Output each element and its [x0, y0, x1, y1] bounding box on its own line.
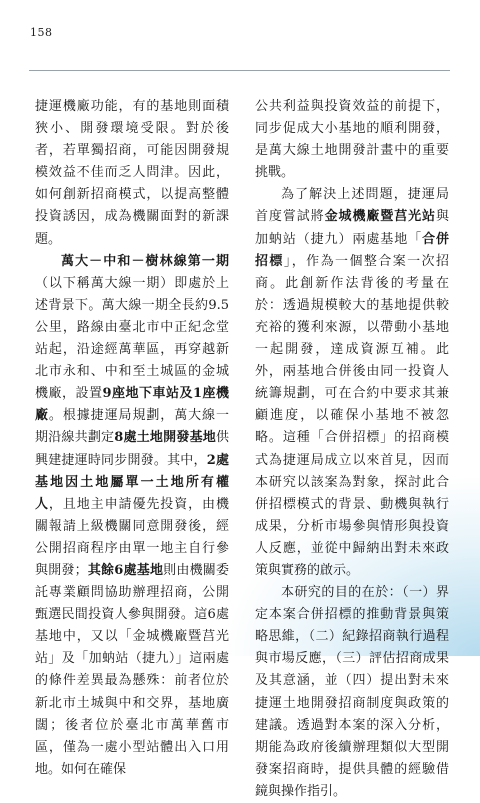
text-segment: 為了解決上述問題，捷運局首度嘗試將	[255, 187, 449, 225]
text-segment: 。根據捷運局規劃，萬大線一期沿線共劃定	[35, 408, 229, 446]
bold-text-segment: 萬大－中和－樹林線第一期	[61, 253, 229, 269]
text-segment: 則由機關委託專業顧問協助辦理招商，公開甄選民間投資人參與開發。這6處基地中，又以「金城機廠暨莒光站」及「加蚋站（捷九）」這兩處的條件差異最為懸殊：前者位於新北市土城與中和交界，基地廣闊；後者位於臺北市萬華舊市區，僅為一處小型站體出入口用地。如何在確保	[35, 562, 229, 777]
text-column-left	[35, 96, 229, 781]
bold-text-segment: 金城機廠暨莒光站	[324, 209, 436, 225]
text-segment: 本研究的目的在於：（一）界定本案合併招標的推動背景與策略思維，（二）紀錄招商執行過程與市場反應，（三）評估招商成果及其意涵，並（四）提出對未來捷運土地開發招商制度與政策的建議。透過對本案的深入分析，期能為政府後續辦理類似大型開發案招商時，提供具體的經驗借鏡與操作指引。	[255, 585, 449, 799]
text-segment: 供興建捷運時同步開發。其中，	[35, 430, 229, 468]
text-segment: 與加蚋站（捷九）兩處基地「	[255, 209, 449, 247]
text-segment: 公共利益與投資效益的前提下，同步促成大小基地的順利開發，是萬大線土地開發計畫中的重要挑戰。	[255, 99, 449, 181]
paragraph	[35, 96, 229, 251]
paragraph	[255, 184, 449, 582]
bold-text-segment: 8處土地開發基地	[114, 430, 216, 446]
paragraph	[255, 582, 449, 803]
bold-text-segment: 其餘6處基地	[87, 562, 164, 578]
header-rule	[29, 70, 450, 71]
text-segment: ，且地主申請優先投資，由機關報請上級機關同意開發後，經公開招商程序由單一地主自行參與開發；	[35, 496, 229, 578]
text-column-right	[255, 96, 449, 803]
text-segment: 」，作為一個整合案一次招商。此創新作法背後的考量在於：透過規模較大的基地提供較充裕的獲利來源，以帶動小基地一起開發，達成資源互補。此外，兩基地合併後由同一投資人統籌規劃，可在合約中要求其兼顧進度，以確保小基地不被忽略。這種「合併招標」的招商模式為捷運局成立以來首見，因而本研究以該案為對象，探討此合併招標模式的背景、動機與執行成果，分析市場參與情形與投資人反應，並從中歸納出對未來政策與實務的啟示。	[255, 253, 449, 578]
bold-text-segment: 2處基地因土地屬單一土地所有權人	[35, 452, 229, 512]
text-segment: 捷運機廠功能，有的基地則面積狹小、開發環境受限。對於後者，若單獨招商，可能因開發規模效益不佳而乏人問津。因此，如何創新招商模式，以提高整體投資誘因，成為機關面對的新課題。	[35, 99, 229, 247]
text-segment: （以下稱萬大線一期）即處於上述背景下。萬大線一期全長約9.5公里，路線由臺北市中正紀念堂站起，沿途經萬華區，再穿越新北市永和、中和至土城區的金城機廠，設置	[35, 275, 229, 402]
bold-text-segment: 合併招標	[255, 231, 449, 269]
page-number: 158	[30, 26, 53, 39]
paragraph	[255, 96, 449, 184]
bold-text-segment: 9座地下車站及1座機廠	[35, 386, 229, 424]
paragraph	[35, 251, 229, 781]
